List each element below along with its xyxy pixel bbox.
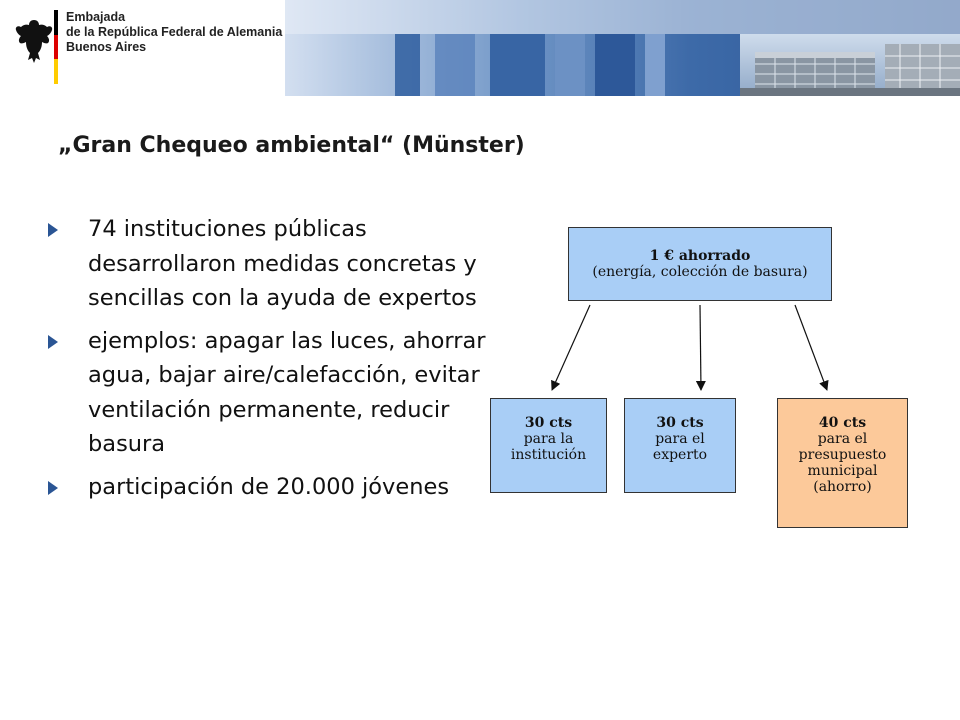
header-bar (0, 0, 960, 96)
german-flag-stripe (54, 10, 58, 84)
arrow-to-budget (795, 305, 827, 390)
box-expert-share (624, 398, 736, 493)
share-amount: 30 cts (524, 415, 573, 431)
savings-split-diagram (480, 210, 940, 550)
bullet-arrow-icon (48, 335, 58, 349)
bullet-arrow-icon (48, 223, 58, 237)
flag-black-band (54, 10, 58, 35)
bullet-text: 74 instituciones públicas desarrollaron medidas concretas y sencillas con la ayuda de expertos (88, 216, 477, 311)
share-line: (ahorro) (813, 479, 872, 495)
bullet-list (48, 212, 488, 512)
box-institution-share (490, 398, 607, 493)
bullet-item-participation (48, 470, 488, 505)
share-line: institución (510, 447, 587, 463)
share-amount: 30 cts (656, 415, 704, 431)
root-subtitle: (energía, colección de basura) (592, 264, 808, 280)
share-line: presupuesto (798, 447, 887, 463)
share-line: experto (652, 447, 708, 463)
flag-red-band (54, 35, 58, 60)
building-banner-image (285, 0, 960, 96)
flag-gold-band (54, 59, 58, 84)
arrow-to-expert (700, 305, 701, 390)
embassy-line-1: Embajada (66, 10, 126, 24)
share-line: municipal (807, 463, 878, 479)
arrow-to-institution (552, 305, 590, 390)
box-municipal-budget-share (777, 398, 908, 528)
embassy-name (66, 10, 282, 55)
share-line: para el (817, 431, 868, 447)
bullet-item-institutions (48, 212, 488, 316)
bullet-item-examples (48, 324, 488, 462)
root-box-euro-saved (568, 227, 832, 301)
embassy-line-3: Buenos Aires (66, 40, 147, 54)
federal-eagle-icon (14, 16, 54, 66)
share-amount: 40 cts (818, 415, 867, 431)
embassy-line-2: de la República Federal de Alemania (66, 25, 283, 39)
bullet-arrow-icon (48, 481, 58, 495)
bullet-text: ejemplos: apagar las luces, ahorrar agua, bajar aire/calefacción, evitar ventilación permanente, reducir basura (88, 327, 486, 457)
slide-title: „Gran Chequeo ambiental“ (Münster) (58, 133, 525, 158)
bullet-text: participación de 20.000 jóvenes (88, 473, 450, 500)
share-line: para la (523, 431, 574, 447)
root-title: 1 € ahorrado (649, 248, 751, 264)
share-line: para el (655, 431, 705, 447)
